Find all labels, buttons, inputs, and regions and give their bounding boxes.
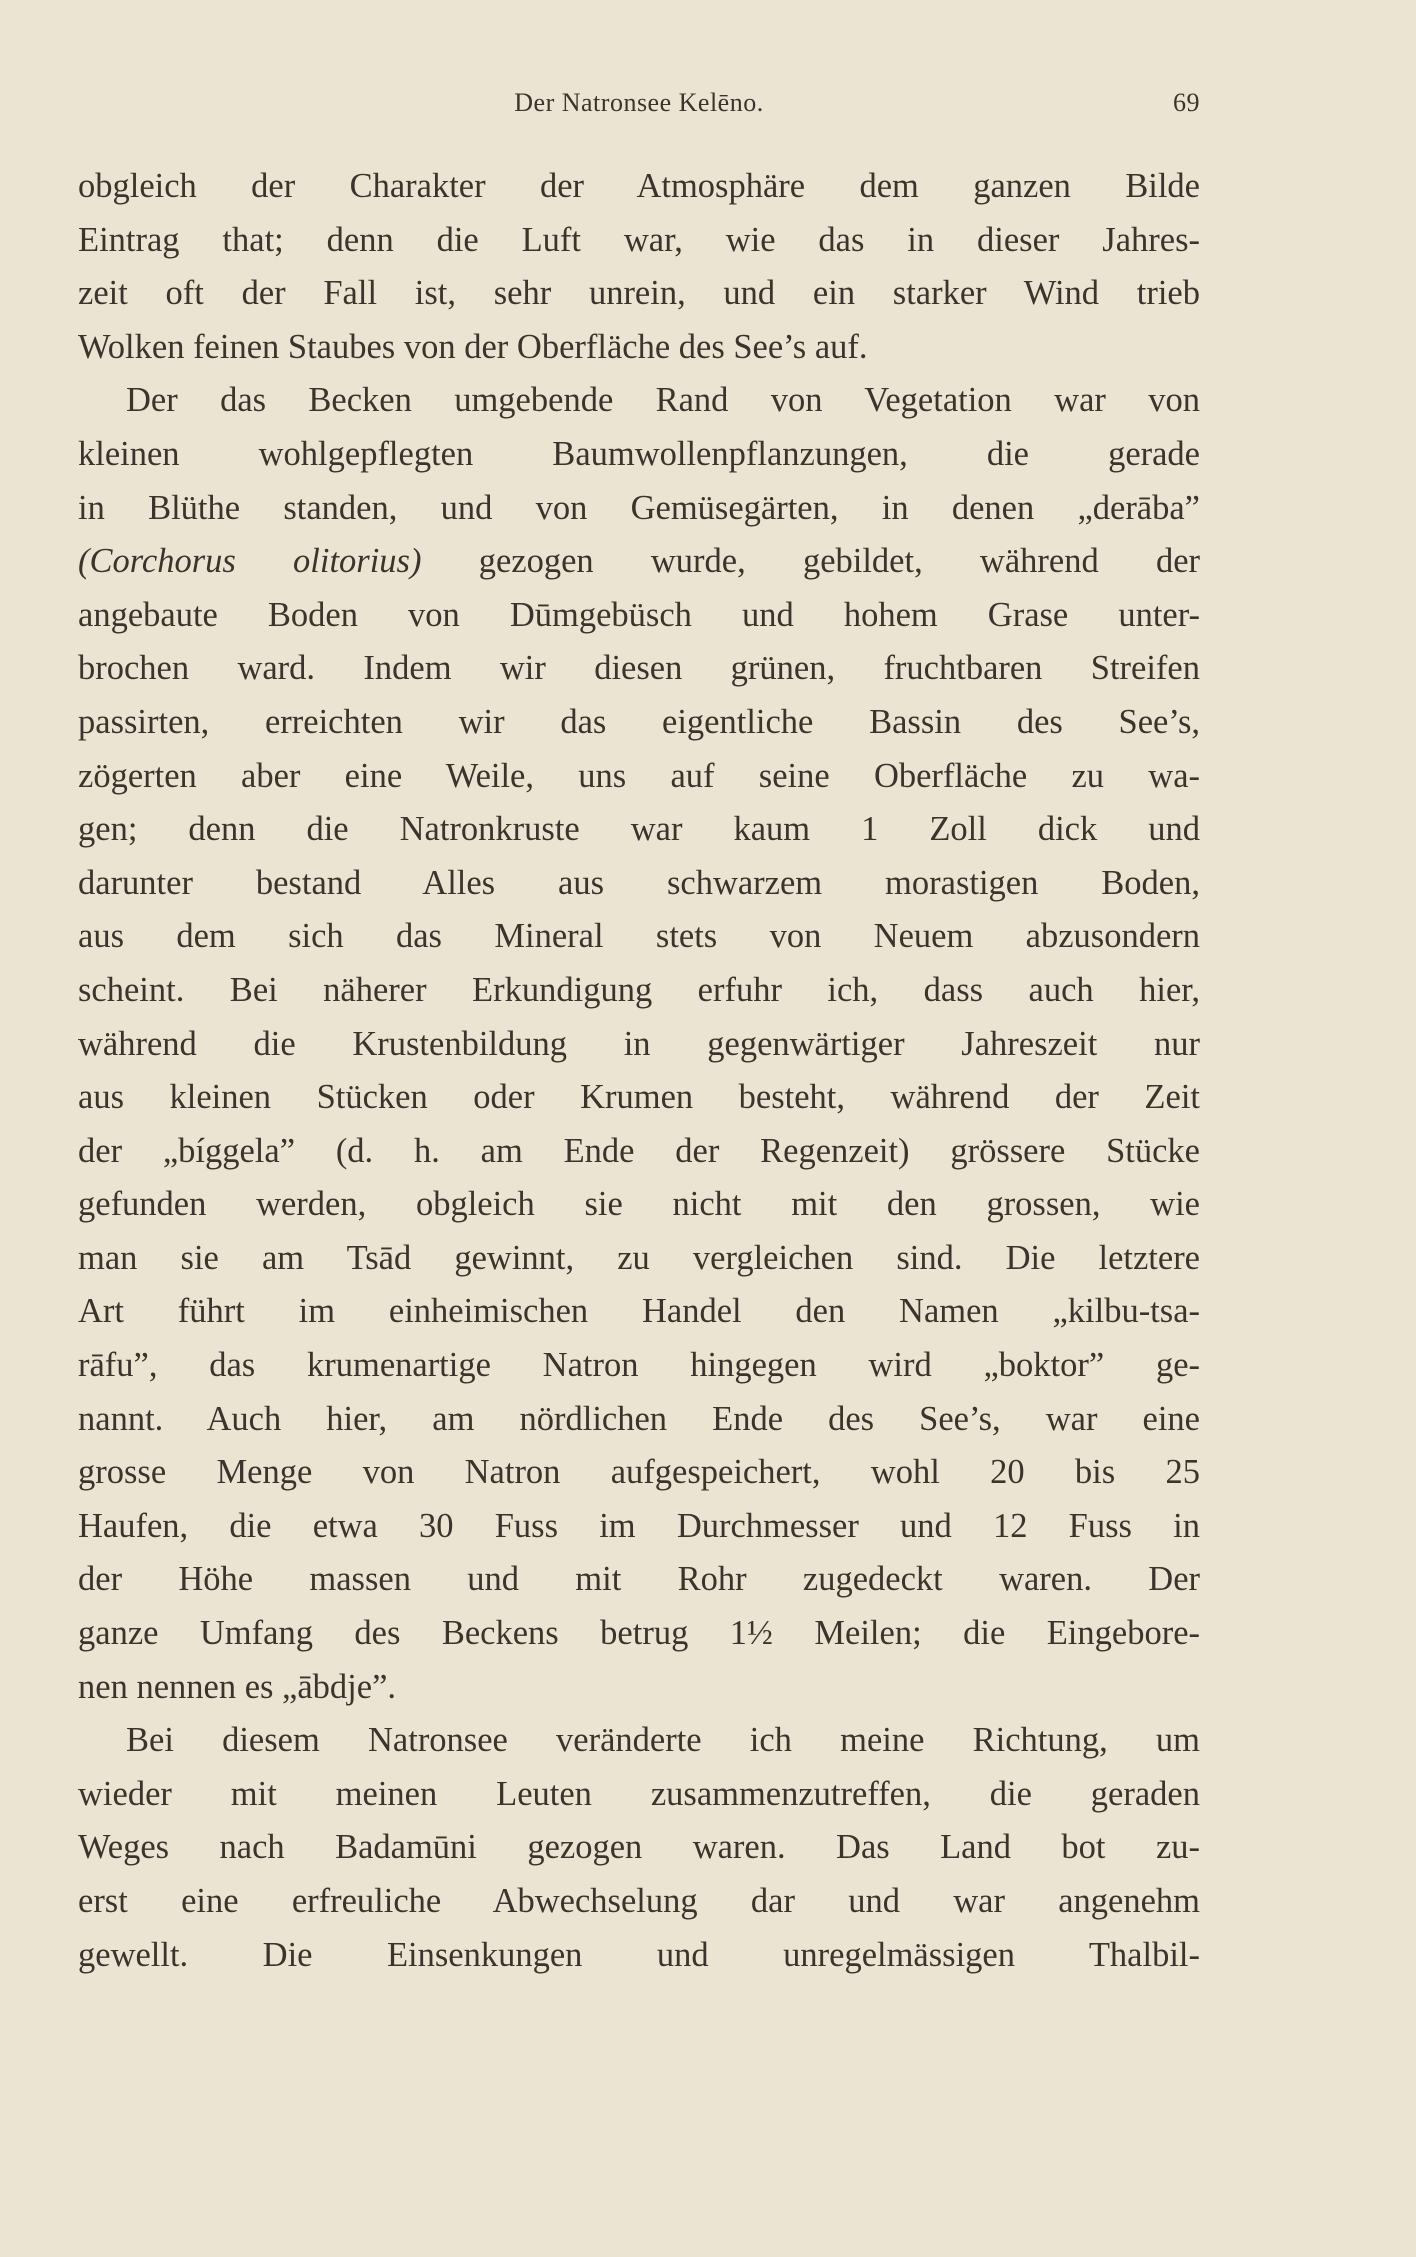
text-line: grosse Menge von Natron aufgespeichert, wohl 20 bis 25: [78, 1453, 1200, 1492]
text-line: angebaute Boden von Dūmgebüsch und hohem Grase unter-: [78, 595, 1200, 634]
text-line: Weges nach Badamūni gezogen waren. Das Land bot zu-: [78, 1828, 1200, 1867]
text-line: wieder mit meinen Leuten zusammenzutreffen, die geraden: [78, 1774, 1200, 1813]
text-line: ganze Umfang des Beckens betrug 1½ Meilen; die Eingebore-: [78, 1614, 1200, 1653]
paragraph: [78, 374, 1200, 1714]
text-line: der „bíggela” (d. h. am Ende der Regenzeit) grössere Stücke: [78, 1131, 1200, 1170]
text-line: rāfu”, das krumenartige Natron hingegen wird „boktor” ge-: [78, 1346, 1200, 1385]
text-line: Eintrag that; denn die Luft war, wie das in dieser Jahres-: [78, 220, 1200, 259]
text-line: gen; denn die Natronkruste war kaum 1 Zoll dick und: [78, 810, 1200, 849]
text-line: erst eine erfreuliche Abwechselung dar und war angenehm: [78, 1882, 1200, 1920]
text-line: nannt. Auch hier, am nördlichen Ende des See’s, war eine: [78, 1399, 1200, 1438]
running-head: Der Natronsee Kelēno.: [514, 88, 764, 117]
text-line: Der das Becken umgebende Rand von Vegetation war von: [126, 381, 1200, 420]
text-line: man sie am Tsād gewinnt, zu vergleichen sind. Die letztere: [78, 1238, 1200, 1277]
text-line-rest: gezogen wurde, gebildet, während der: [421, 542, 1200, 581]
text-line: nen nennen es „ābdje”.: [78, 1667, 397, 1706]
text-line: gewellt. Die Einsenkungen und unregelmässigen Thalbil-: [78, 1935, 1200, 1974]
text-line: zeit oft der Fall ist, sehr unrein, und ein starker Wind trieb: [78, 274, 1200, 313]
text-line: zögerten aber eine Weile, uns auf seine Oberfläche zu wa-: [78, 756, 1200, 795]
text-line: Art führt im einheimischen Handel den Namen „kilbu-tsa-: [78, 1292, 1200, 1331]
text-line: während die Krustenbildung in gegenwärtiger Jahreszeit nur: [78, 1024, 1200, 1063]
body-text: [78, 160, 1200, 1982]
text-line: der Höhe massen und mit Rohr zugedeckt waren. Der: [78, 1560, 1200, 1599]
text-line: kleinen wohlgepflegten Baumwollenpflanzungen, die gerade: [78, 434, 1200, 473]
text-line: Wolken feinen Staubes von der Oberfläche des See’s auf.: [78, 327, 868, 366]
text-line: gefunden werden, obgleich sie nicht mit den grossen, wie: [78, 1185, 1200, 1224]
text-line: aus dem sich das Mineral stets von Neuem abzusondern: [78, 917, 1200, 956]
text-line: passirten, erreichten wir das eigentliche Bassin des See’s,: [78, 702, 1200, 741]
text-line: [78, 535, 1200, 589]
text-line: brochen ward. Indem wir diesen grünen, fruchtbaren Streifen: [78, 649, 1200, 688]
paragraph: [78, 160, 1200, 374]
page-header: [78, 88, 1200, 128]
page-number: 69: [1173, 88, 1200, 117]
text-line: aus kleinen Stücken oder Krumen besteht, während der Zeit: [78, 1078, 1200, 1117]
species-name: (Corchorus olitorius): [78, 542, 422, 581]
text-line: obgleich der Charakter der Atmosphäre dem ganzen Bilde: [78, 167, 1200, 205]
text-line: Haufen, die etwa 30 Fuss im Durchmesser und 12 Fuss in: [78, 1506, 1200, 1545]
text-line: Bei diesem Natronsee veränderte ich meine Richtung, um: [126, 1721, 1200, 1760]
text-line: darunter bestand Alles aus schwarzem morastigen Boden,: [78, 863, 1200, 902]
text-line: in Blüthe standen, und von Gemüsegärten, in denen „derāba”: [78, 488, 1200, 527]
paragraph: [78, 1714, 1200, 1982]
text-line: scheint. Bei näherer Erkundigung erfuhr ich, dass auch hier,: [78, 970, 1200, 1009]
